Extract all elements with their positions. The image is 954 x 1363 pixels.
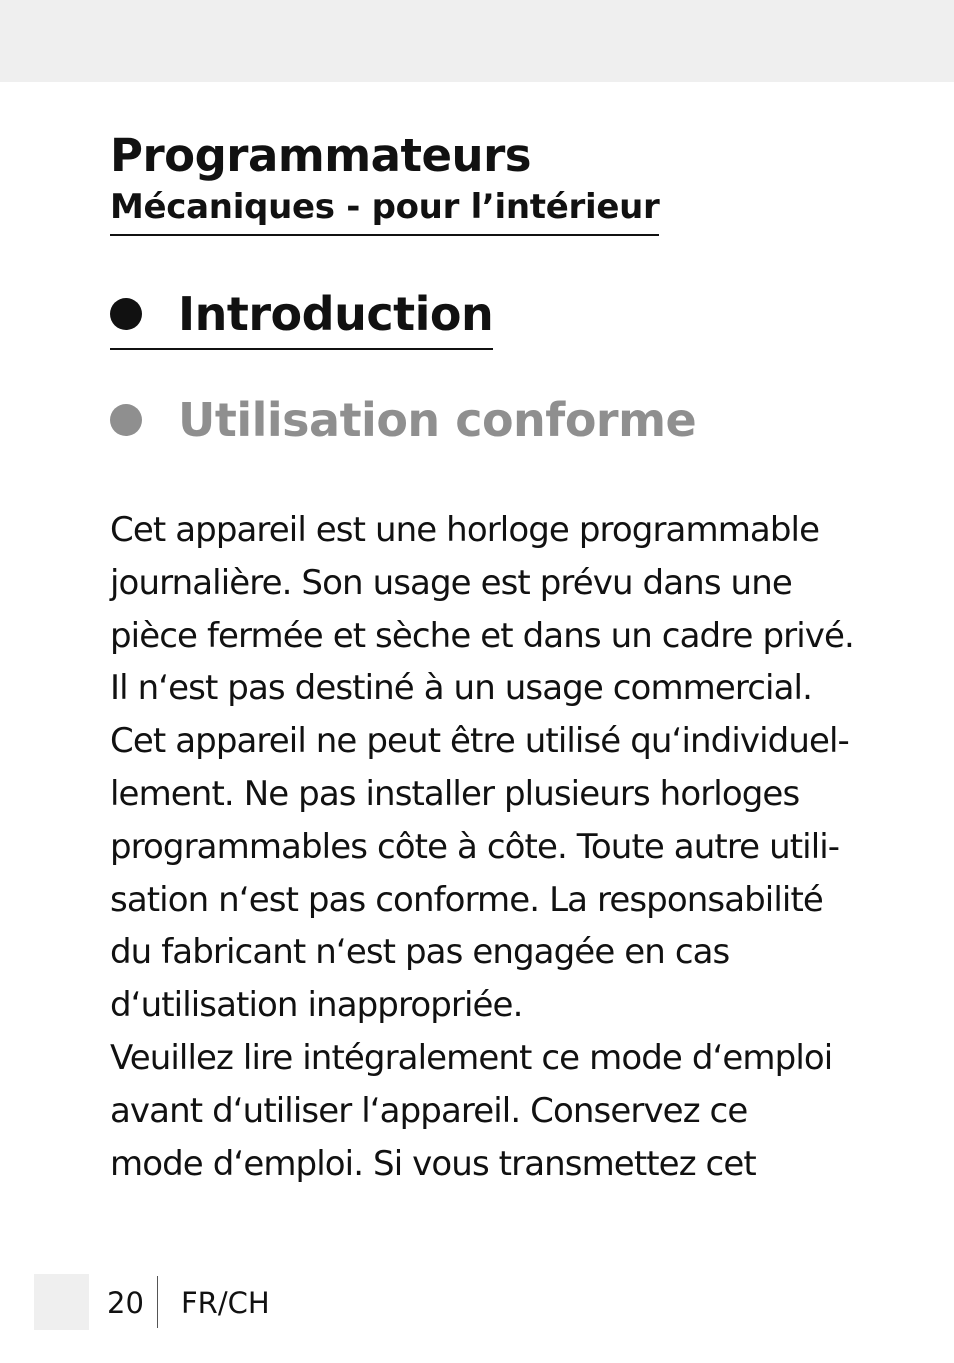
document-subtitle: Mécaniques - pour l’intérieur [110, 184, 659, 236]
body-line: sation n‘est pas conforme. La responsabilité [110, 879, 823, 920]
section-heading-utilisation-conforme [110, 390, 696, 450]
body-line: journalière. Son usage est prévu dans une [110, 562, 792, 603]
document-title: Programmateurs [110, 129, 532, 182]
body-line: Il n‘est pas destiné à un usage commercial. [110, 668, 812, 709]
footer-tab-marker [34, 1274, 89, 1330]
body-line: pièce fermée et sèche et dans un cadre privé. [110, 615, 854, 656]
body-line: mode d‘emploi. Si vous transmettez cet [110, 1143, 756, 1184]
body-line: Cet appareil ne peut être utilisé qu‘individuel- [110, 721, 849, 762]
section-heading-text: Utilisation conforme [178, 393, 697, 447]
language-label: FR/CH [181, 1286, 270, 1320]
section-heading-text: Introduction [178, 287, 494, 341]
footer-divider [157, 1276, 158, 1328]
document-header [110, 128, 659, 236]
body-line: d‘utilisation inappropriée. [110, 985, 523, 1026]
body-line: lement. Ne pas installer plusieurs horloges [110, 773, 800, 814]
body-paragraph [110, 504, 854, 1190]
black-bullet-icon [110, 298, 142, 330]
section-heading-introduction [110, 284, 493, 350]
body-line: programmables côte à côte. Toute autre utili- [110, 826, 840, 867]
body-line: avant d‘utiliser l‘appareil. Conservez ce [110, 1090, 748, 1131]
body-line: Veuillez lire intégralement ce mode d‘emploi [110, 1037, 833, 1078]
page-number: 20 [107, 1286, 144, 1320]
top-margin-band [0, 0, 954, 82]
body-line: Cet appareil est une horloge programmable [110, 510, 820, 550]
gray-bullet-icon [110, 404, 142, 436]
body-line: du fabricant n‘est pas engagée en cas [110, 932, 730, 973]
